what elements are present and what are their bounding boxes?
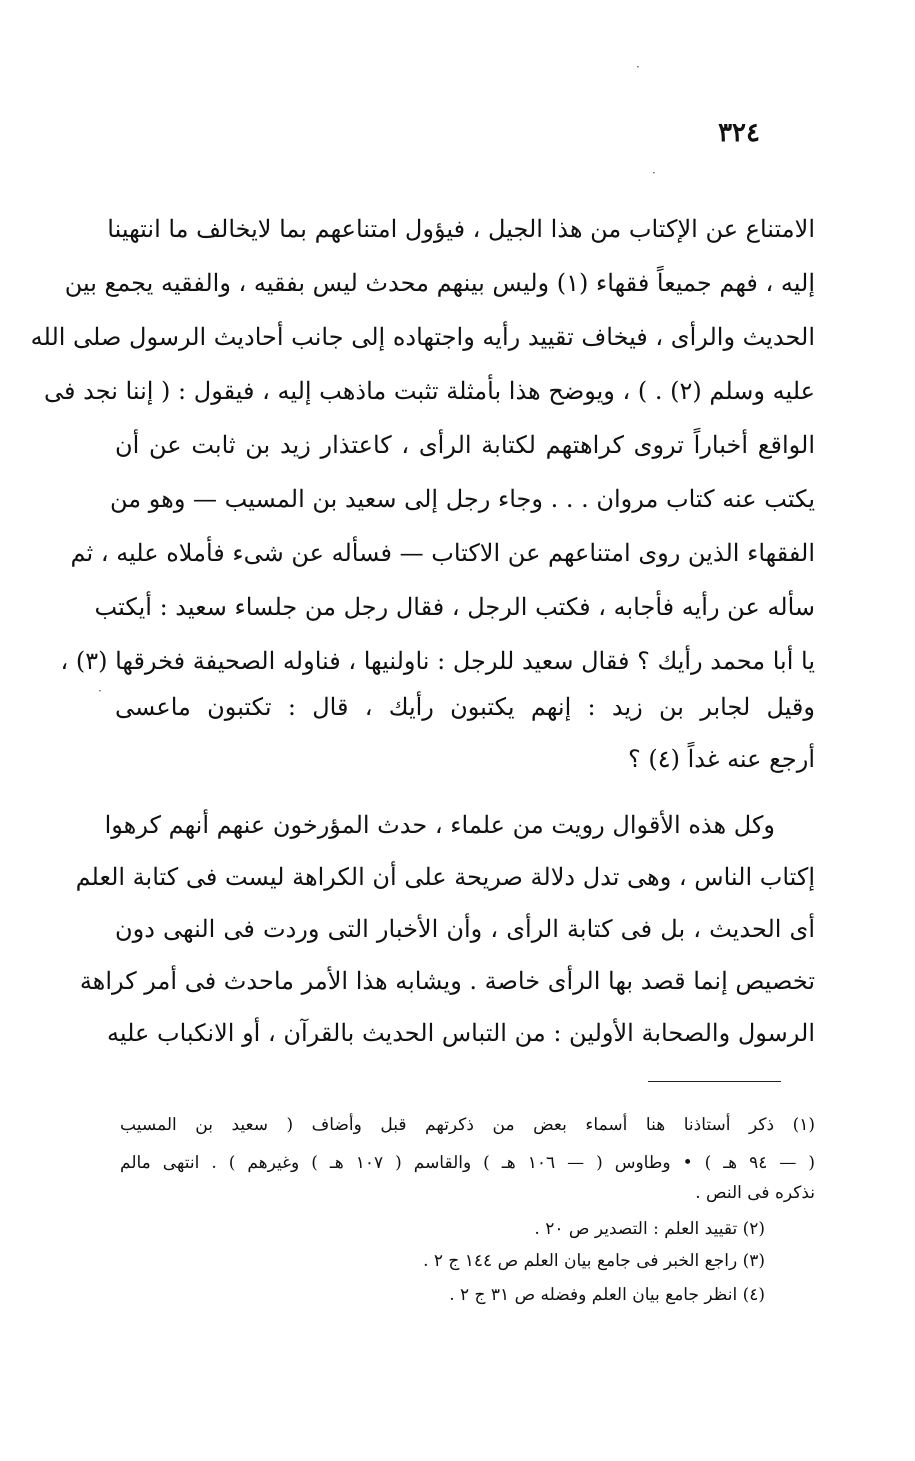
- body-line: عليه وسلم (٢) . ) ، ويوضح هذا بأمثلة تثبت ماذهب إليه ، فيقول : ( إننا نجد فى: [44, 377, 815, 405]
- body-line: إليه ، فهم جميعاً فقهاء (١) وليس بينهم محدث ليس بفقيه ، والفقيه يجمع بين: [64, 269, 815, 297]
- body-line: الامتناع عن الإكتاب من هذا الجيل ، فيؤول امتناعهم بما لايخالف ما انتهينا: [107, 215, 815, 243]
- scan-speck: ·: [98, 684, 102, 698]
- body-line: أرجع عنه غداً (٤) ؟: [628, 745, 815, 773]
- footnote-line: نذكره فى النص .: [695, 1183, 815, 1203]
- body-line: الفقهاء الذين روى امتناعهم عن الاكتاب — فسأله عن شىء فأملاه عليه ، ثم: [70, 539, 815, 567]
- body-line: إكتاب الناس ، وهى تدل دلالة صريحة على أن الكراهة ليست فى كتابة العلم: [75, 863, 815, 891]
- footnote-separator: [648, 1081, 781, 1082]
- body-line: يا أبا محمد رأيك ؟ فقال سعيد للرجل : ناولنيها ، فناوله الصحيفة فخرقها (٣) ،: [60, 647, 815, 675]
- body-line: الرسول والصحابة الأولين : من التباس الحديث بالقرآن ، أو الانكباب عليه: [107, 1019, 815, 1047]
- footnote-line: (٢) تقييد العلم : التصدير ص ٢٠ .: [534, 1219, 765, 1239]
- footnote-line: (٣) راجع الخبر فى جامع بيان العلم ص ١٤٤ ج ٢ .: [423, 1251, 765, 1271]
- footnote-line: (٤) انظر جامع بيان العلم وفضله ص ٣١ ج ٢ .: [449, 1285, 765, 1305]
- footnote-line: ( — ٩٤ هـ ) • وطاوس ( — ١٠٦ هـ ) والقاسم ( ١٠٧ هـ ) وغيرهم ) . انتهى مالم: [120, 1153, 816, 1173]
- page-number: ٣٢٤: [718, 118, 760, 148]
- body-line: الواقع أخباراً تروى كراهتهم لكتابة الرأى ، كاعتذار زيد بن ثابت عن أن: [115, 431, 815, 459]
- paragraph-start-line: وكل هذه الأقوال رويت من علماء ، حدث المؤرخون عنهم أنهم كرهوا: [104, 811, 775, 839]
- body-line: سأله عن رأيه فأجابه ، فكتب الرجل ، فقال رجل من جلساء سعيد : أيكتب: [94, 593, 815, 621]
- footnote-line: (١) ذكر أستاذنا هنا أسماء بعض من ذكرتهم قبل وأضاف ( سعيد بن المسيب: [120, 1115, 815, 1135]
- body-line: يكتب عنه كتاب مروان . . . وجاء رجل إلى سعيد بن المسيب — وهو من: [110, 485, 815, 513]
- scan-speck: ·: [636, 60, 640, 74]
- body-line: تخصيص إنما قصد بها الرأى خاصة . ويشابه هذا الأمر ماحدث فى أمر كراهة: [79, 967, 815, 995]
- scan-speck: ·: [652, 166, 656, 180]
- body-line: أى الحديث ، بل فى كتابة الرأى ، وأن الأخبار التى وردت فى النهى دون: [115, 915, 815, 943]
- body-line: الحديث والرأى ، فيخاف تقييد رأيه واجتهاده إلى جانب أحاديث الرسول صلى الله: [30, 323, 815, 351]
- body-line: وقيل لجابر بن زيد : إنهم يكتبون رأيك ، قال : تكتبون ماعسى: [115, 693, 815, 721]
